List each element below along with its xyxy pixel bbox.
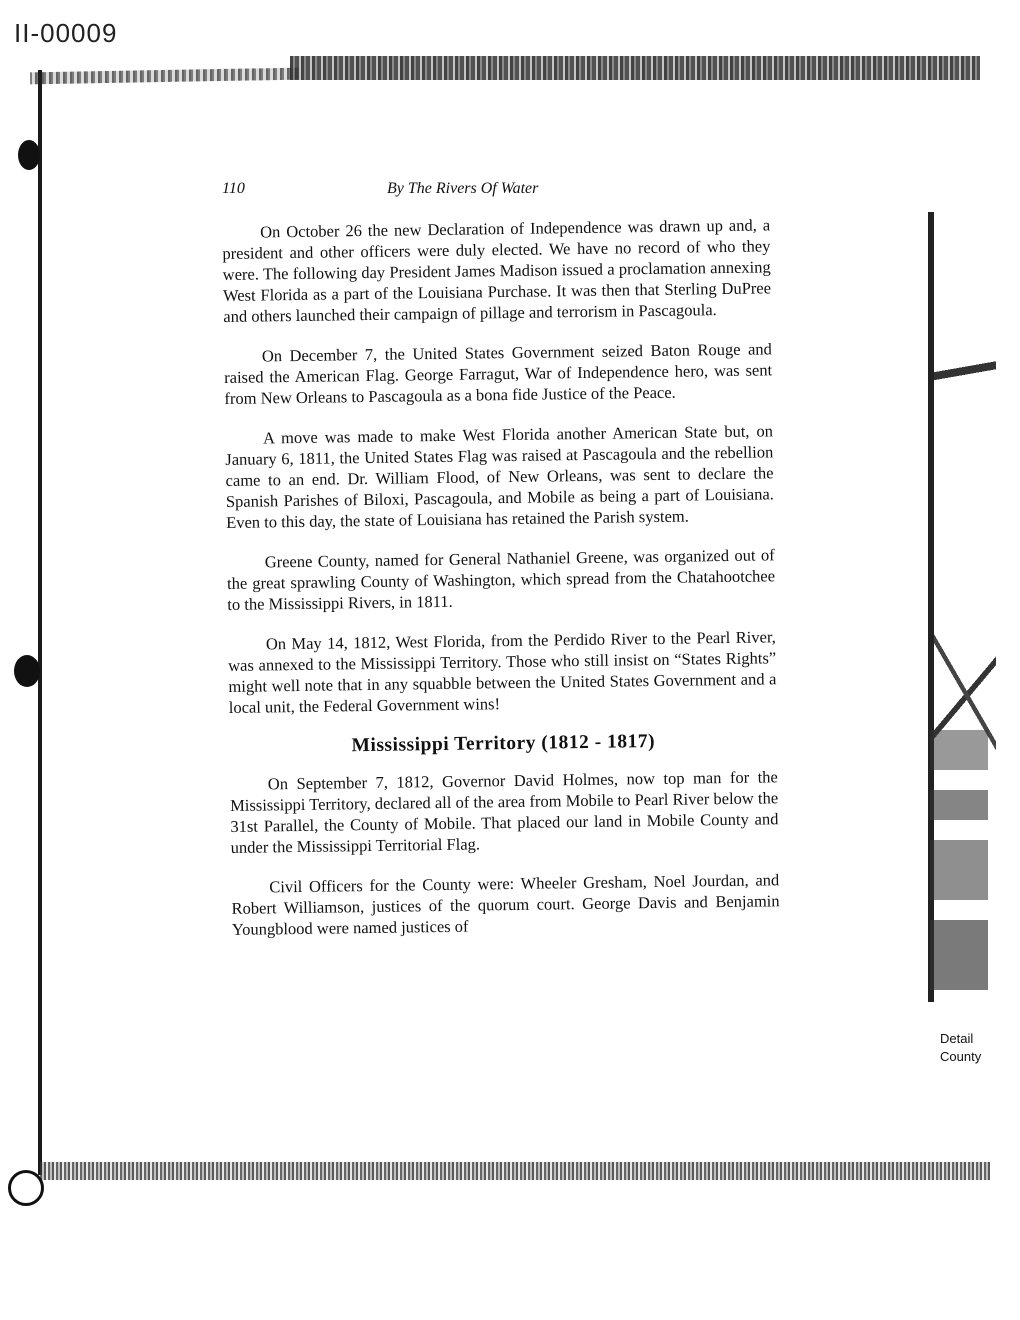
paragraph: On December 7, the United States Government seized Baton Rouge and raised the American Flag. George Farragut, War of Independence hero, was sent from New Orleans to Pascagoula as a bona fide Justice of the Peace.	[224, 339, 773, 408]
scan-border-bottom	[40, 1162, 990, 1180]
document-stamp: II-00009	[14, 18, 118, 48]
paragraph: On May 14, 1812, West Florida, from the Perdido River to the Pearl River, was annexed to the Mississippi Territory. Those who still insist on “States Rights” might well note that in any squabble between the United States Government and a local unit, the Federal Government wins!	[228, 627, 777, 717]
page-header	[222, 180, 762, 204]
paragraph: On October 26 the new Declaration of Independence was drawn up and, a president and other officers were duly elected. We have no record of who they were. The following day President James Madison issued a proclamation annexing West Florida as a part of the Louisiana Purchase. It was then that Sterling DuPree and others launched their campaign of pillage and terrorism in Pascagoula.	[222, 215, 772, 326]
page-number: 110	[222, 180, 245, 197]
map-fragment-dark-area	[930, 730, 988, 770]
scan-border-top-left	[30, 68, 300, 85]
scan-border-left	[38, 70, 42, 1175]
caption-line: Detail	[940, 1031, 974, 1046]
paragraph: Greene County, named for General Nathaniel Greene, was organized out of the great sprawling County of Washington, which spread from the Chatahootchee to the Mississippi Rivers, in 1811.	[226, 545, 776, 614]
map-fragment-dark-area	[930, 840, 988, 900]
paragraph: A move was made to make West Florida another American State but, on January 6, 1811, the United States Flag was raised at Pascagoula and the rebellion came to an end. Dr. William Flood, of New Orleans, was sent to declare the Spanish Parishes of Biloxi, Pascagoula, and Mobile as being a part of Louisiana. Even to this day, the state of Louisiana has retained the Parish system.	[225, 421, 774, 532]
paragraph: Civil Officers for the County were: Wheeler Gresham, Noel Jourdan, and Robert Williamson, justices of the quorum court. George Davis and Benjamin Youngblood were named justices of	[231, 870, 780, 939]
running-title: By The Rivers Of Water	[387, 180, 539, 197]
map-fragment-dark-area	[930, 920, 988, 990]
punch-hole-middle	[14, 655, 40, 687]
scan-border-top	[290, 56, 980, 80]
section-heading: Mississippi Territory (1812 - 1817)	[351, 731, 656, 757]
caption-line: County	[940, 1049, 982, 1064]
page-body	[222, 214, 780, 959]
map-fragment-dark-area	[930, 790, 988, 820]
paragraph: On September 7, 1812, Governor David Holmes, now top man for the Mississippi Territory, declared all of the area from Mobile to Pearl River below the 31st Parallel, the County of Mobile. That placed our land in Mobile County and under the Mississippi Territorial Flag.	[230, 767, 779, 857]
punch-hole-bottom	[8, 1170, 44, 1206]
adjacent-page-caption	[940, 1030, 981, 1066]
punch-hole-top	[18, 140, 40, 170]
